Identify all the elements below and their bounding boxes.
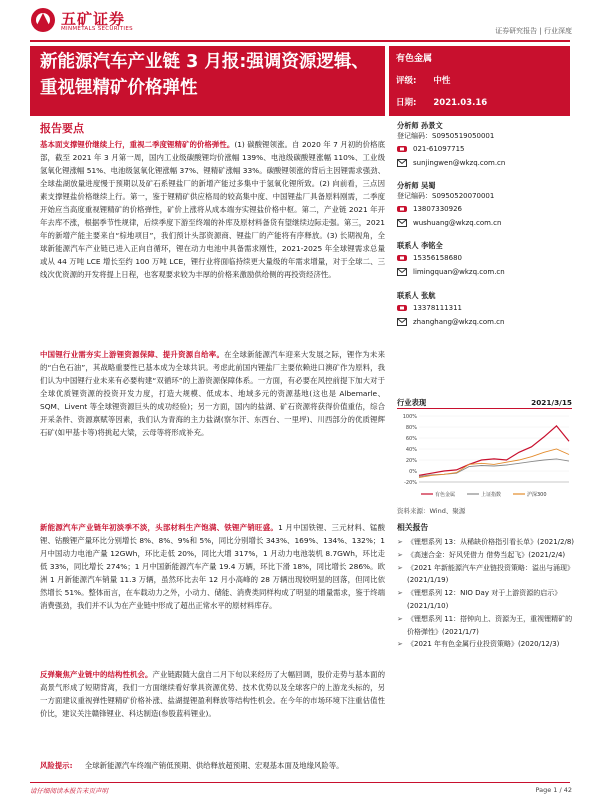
related-report-item[interactable] xyxy=(397,587,575,613)
analyst-cert: 登记编码：S0950520070001 xyxy=(397,192,495,200)
contact-phone: 13378111311 xyxy=(413,303,462,312)
section-title: 报告要点 xyxy=(40,122,84,135)
related-report-link[interactable]: 《2021 年有色金属行业投资策略》(2020/12/3) xyxy=(407,640,560,649)
chart-title: 行业表现 xyxy=(397,398,427,407)
paragraph-2-text: 在全球新能源汽车迎来大发展之际，锂作为未来的“白色石油”，其战略重要性已基本成为全球共识。考虑此前国内锂盐厂主要依赖进口澳矿作为原料，我们认为中国锂行业未来有必要构建“双循环”的上游资源保障体系。一方面，有必要在风控前提下加大对于全球优质锂资源的投资开发力度，打造大规模、低成本、地域多元的资源基地(这也是 Albemarle、SQM、Livent 等全球锂资源巨头的成功经验)；另一方面，国内的盐湖、矿石资源将获得价值重估，综合开采条件、资源禀赋等因素，我们认为青海的主力盐湖(察尔汗、东西台、一里坪)、川西部分的优质锂辉石矿(如甲基卡等)将挑起大梁，云母等将形成补充。 xyxy=(40,350,385,437)
email-icon xyxy=(397,219,407,228)
paragraph-4-lead: 反弹聚焦产业链中的结构性机会。 xyxy=(40,670,153,679)
risk-text: 全球新能源汽车终端产销低预期、供给释放超预期、宏观基本面及地缘风险等。 xyxy=(84,761,344,770)
related-report-item[interactable] xyxy=(397,613,575,639)
phone-icon xyxy=(397,145,407,154)
paragraph-4 xyxy=(40,668,385,720)
y-tick-label: 40% xyxy=(405,447,417,453)
contact-role: 联系人 xyxy=(397,291,419,300)
related-report-item[interactable] xyxy=(397,549,575,562)
email-icon xyxy=(397,268,407,277)
contact-email[interactable]: zhanghang@wkzq.com.cn xyxy=(413,317,505,326)
paragraph-3-text: 1 月中国铁锂、三元材料、锰酸锂、钴酸锂产量环比分别增长 8%、8%、9%和 5%，同比分别增长 343%、169%、134%、132%；1 月中国动力电池产量 12GWh，环比走低 20%，同比大增 317%，1 月动力电池装机 8.7GWh，环比走低 33%，同比增长 274%；1 月中国新能源汽车产量 19.4 万辆，环比下滑 18%，同比增长 286%。欧洲 1 月新能源汽车销量 11.3 万辆，虽然环比去年 12 月小高峰的 28 万辆出现较明显的回落，但同比依然增长 51%。整体而言，在车载动力之外，小动力、储能、消费类同样构成了明显的增量需求，鉴于终端消费强劲，我们并不认为在产业链中形成了超出正常水平的原材料库存。 xyxy=(40,523,385,610)
paragraph-3-lead: 新能源汽车产业链年初淡季不淡，头部材料生产饱满、铁锂产销旺盛。 xyxy=(40,523,279,532)
analyst-email[interactable]: wushuang@wkzq.com.cn xyxy=(413,218,502,227)
series-line-1 xyxy=(419,426,569,476)
paragraph-1-lead: 基本面支撑锂价继续上行，重视二季度锂精矿的价格弹性。 xyxy=(40,140,235,149)
arrow-icon: ➢ xyxy=(397,538,403,546)
chart-header xyxy=(397,398,572,408)
rating-row xyxy=(396,74,450,86)
paragraph-3 xyxy=(40,521,385,612)
analyst-phone: 021-61097715 xyxy=(413,144,465,153)
company-name: 五矿证券 xyxy=(61,10,126,28)
arrow-icon: ➢ xyxy=(397,640,403,649)
analyst-email[interactable]: sunjingwen@wkzq.com.cn xyxy=(413,158,506,167)
related-reports-list xyxy=(397,536,575,651)
related-reports-title: 相关报告 xyxy=(397,523,429,532)
arrow-icon: ➢ xyxy=(397,589,403,598)
sector-label: 有色金属 xyxy=(396,54,433,64)
performance-chart xyxy=(397,410,575,504)
contact-name: 张航 xyxy=(421,291,436,300)
page-number: Page 1 / 42 xyxy=(535,786,572,794)
contact-role: 联系人 xyxy=(397,241,419,250)
analyst-role: 分析师 xyxy=(397,181,419,190)
legend-label: 沪深300 xyxy=(527,492,547,498)
analyst-cert: 登记编码：S0950519050001 xyxy=(397,132,495,140)
footer-disclaimer: 请仔细阅读本报告末页声明 xyxy=(30,787,108,795)
contact-card xyxy=(397,240,572,279)
chart-date: 2021/3/15 xyxy=(531,398,572,407)
y-tick-label: -20% xyxy=(404,480,417,486)
y-tick-label: 0% xyxy=(409,469,417,475)
phone-icon xyxy=(397,205,407,214)
company-name-english: MINMETALS SECURITIES xyxy=(61,26,133,32)
paragraph-2-lead: 中国锂行业需夯实上游锂资源保障、提升资源自给率。 xyxy=(40,350,225,359)
contact-card xyxy=(397,290,572,329)
related-report-item[interactable] xyxy=(397,638,575,651)
contact-name: 李铭全 xyxy=(421,241,443,250)
legend-label: 有色金属 xyxy=(435,492,456,498)
legend-label: 上证指数 xyxy=(481,492,502,498)
analyst-phone: 13807330926 xyxy=(413,204,462,213)
date-label: 日期: xyxy=(396,98,417,108)
phone-icon xyxy=(397,304,407,313)
y-tick-label: 60% xyxy=(405,436,417,442)
report-title: 新能源汽车产业链 3 月报:强调资源逻辑、重视锂精矿价格弹性 xyxy=(40,52,369,98)
related-report-link[interactable]: 《锂想系列 12：NIO Day 对于上游资源的启示》(2021/1/10) xyxy=(407,589,562,610)
analyst-card xyxy=(397,180,572,230)
paragraph-1 xyxy=(40,138,385,281)
y-tick-label: 80% xyxy=(405,425,417,431)
company-logo-icon xyxy=(30,7,56,33)
arrow-icon: ➢ xyxy=(397,550,403,559)
date-row xyxy=(396,96,487,108)
series-line-2 xyxy=(419,459,569,477)
chart-source: 资料来源：Wind、聚源 xyxy=(397,507,466,515)
risk-warning xyxy=(40,760,344,771)
contact-email[interactable]: limingquan@wkzq.com.cn xyxy=(413,267,505,276)
arrow-icon: ➢ xyxy=(397,563,403,572)
related-report-item[interactable] xyxy=(397,536,575,549)
phone-icon xyxy=(397,254,407,263)
arrow-icon: ➢ xyxy=(397,614,403,623)
related-report-link[interactable]: 《2021 年新能源汽车产业链投资策略：溢出与涌现》(2021/1/19) xyxy=(407,563,575,585)
related-report-link[interactable]: 《锂想系列 11：搭钟向上、资源为王，重视锂精矿的价格弹性》(2021/1/7) xyxy=(407,614,573,636)
related-report-link[interactable]: 《高速合金：好风凭借力 借势当起飞》(2021/2/4) xyxy=(407,550,566,559)
analyst-name: 吴蜀 xyxy=(421,181,436,190)
date-value: 2021.03.16 xyxy=(433,98,488,108)
paragraph-1-text: (1) 碳酸锂领涨。自 2020 年 7 月初的价格底部，截至 2021 年 3 月第一周，国内工业级碳酸锂均价涨幅 139%、电池级碳酸锂涨幅 110%、工业级氢氧化锂涨幅 51%、电池级氢氧化锂涨幅 37%、锂精矿涨幅 33%。碳酸锂领涨的背后主因锂需求强劲、全球盐湖放量进度慢于预期以及矿石系锂盐厂的新增产能过多集中于氢氧化锂所致。(2) 向前看，三点因素支撑锂盐价格继续上行。第一，鉴于锂精矿供应格局的较高集中度、中国锂盐厂具备原料刚需，二季度开始应当高度重视锂精矿的价格弹性，矿价上涨将从成本端夯实锂盐价格中枢。第二，产业链 2021 年开年去库不涨，根据季节性规律，后续季度下游至终端的补库及原材料备货有望继续边际走强。第三，2021 年的新增产能主要来自“棕地项目”，我们预计头部资源商、锂盐厂的产能将有序释放。(3) 长期视角，全球新能源汽车产业链已进入正向自循环，锂在动力电池中具备需求刚性，2021-2025 年全球锂需求总量或从 44 万吨 LCE 增长至约 100 万吨 LCE，锂行业将面临持续更大量级的年需求增量，对于全球二、三线次优资源的开发将提上日程，也客观要求较为丰厚的价格来激励供给侧的再投资经济性。 xyxy=(40,140,385,279)
email-icon xyxy=(397,159,407,168)
paragraph-4-text: 产业链跟随大盘自二月下旬以来经历了大幅回调，股价走势与基本面的高景气形成了短期背离，我们一方面继续看好掌具资源优势、技术优势以及全球客户的上游龙头标的，另一方面建议重视弹性锂精矿价格补涨、盐湖提锂盈利释放等结构性机会。在今年的市场环境下注重估值性价比，建议关注赣锋锂业、科达制造(参股蓝科锂业)。 xyxy=(40,670,385,718)
report-category: 证券研究报告 | 行业深度 xyxy=(495,27,572,35)
paragraph-2 xyxy=(40,348,385,439)
analyst-role: 分析师 xyxy=(397,121,419,130)
series-line-3 xyxy=(419,449,569,478)
contact-phone: 15356158680 xyxy=(413,253,462,262)
chart-divider xyxy=(397,408,572,409)
related-report-link[interactable]: 《锂想系列 13：从稀缺价格指引看长单》(2021/2/8) xyxy=(407,538,575,546)
email-icon xyxy=(397,318,407,327)
analyst-card xyxy=(397,120,572,170)
analyst-name: 孙景文 xyxy=(421,121,443,130)
rating-value: 中性 xyxy=(433,76,451,86)
header-divider xyxy=(30,40,570,42)
y-tick-label: 100% xyxy=(402,414,417,420)
rating-label: 评级: xyxy=(396,76,417,86)
related-report-item[interactable] xyxy=(397,562,575,588)
risk-label: 风险提示: xyxy=(40,761,73,770)
y-tick-label: 20% xyxy=(405,458,417,464)
footer-divider xyxy=(30,782,570,783)
